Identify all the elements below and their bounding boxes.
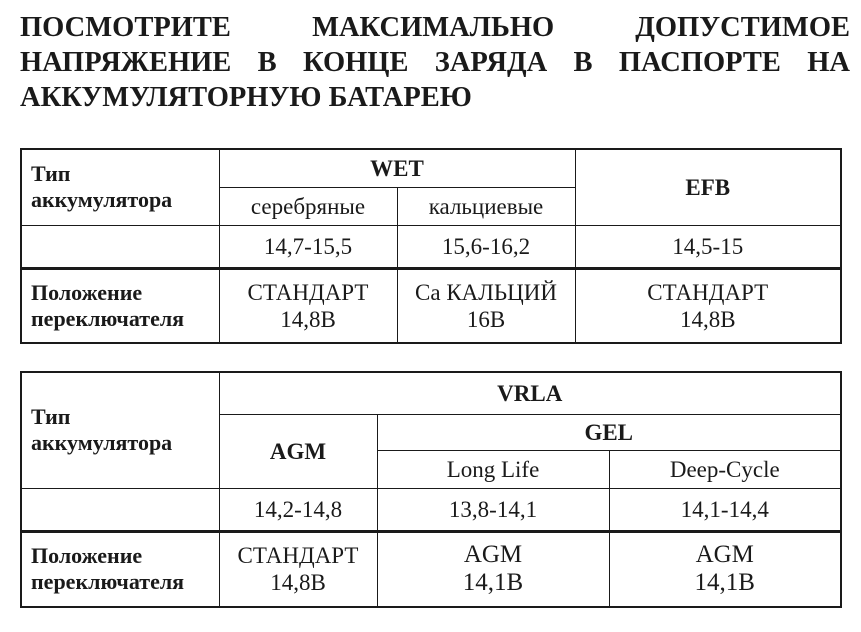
switch-deep-cycle-mode: AGM xyxy=(695,541,754,569)
voltage-deep-cycle: 14,1-14,4 xyxy=(609,488,841,531)
group-gel-header: GEL xyxy=(377,414,841,450)
switch-label-cell-2 xyxy=(21,531,219,607)
group-wet-header: WET xyxy=(219,149,575,187)
switch-long-life-mode: AGM xyxy=(463,541,523,569)
switch-silver-mode: СТАНДАРТ xyxy=(247,279,369,305)
switch-deep-cycle-value: 14,1В xyxy=(694,569,755,597)
vrla-table xyxy=(20,371,842,608)
heading-line-3: АККУМУЛЯТОРНУЮ БАТАРЕЮ xyxy=(20,82,472,113)
wet-efb-table xyxy=(20,148,842,344)
page-heading xyxy=(20,10,850,115)
switch-label-cell xyxy=(21,268,219,343)
voltage-efb: 14,5-15 xyxy=(575,225,841,268)
sub-long-life-header: Long Life xyxy=(377,450,609,488)
voltage-long-life: 13,8-14,1 xyxy=(377,488,609,531)
switch-deep-cycle-cell xyxy=(609,531,841,607)
voltage-calcium: 15,6-16,2 xyxy=(397,225,575,268)
sub-calcium-header: кальциевые xyxy=(397,187,575,225)
type-label-line-2: аккумулятора xyxy=(31,187,173,213)
voltage-agm: 14,2-14,8 xyxy=(219,488,377,531)
type-label-2-line-1: Тип xyxy=(31,404,71,430)
switch-label-2-line-1: Положение xyxy=(31,543,143,569)
switch-long-life-value: 14,1В xyxy=(462,569,524,597)
switch-label-line-2: переключателя xyxy=(31,305,185,331)
group-efb-header: EFB xyxy=(575,149,841,225)
switch-long-life-cell xyxy=(377,531,609,607)
switch-agm-value: 14,8В xyxy=(270,570,326,596)
switch-agm-cell xyxy=(219,531,377,607)
group-vrla-header: VRLA xyxy=(219,372,841,414)
switch-label-line-1: Положение xyxy=(31,279,143,305)
type-label-cell-2 xyxy=(21,372,219,488)
heading-line-1: ПОСМОТРИТЕ МАКСИМАЛЬНО ДОПУСТИМОЕ xyxy=(20,12,850,43)
switch-silver-value: 14,8В xyxy=(280,306,336,332)
switch-calcium-mode: Ca КАЛЬЦИЙ xyxy=(415,279,557,305)
voltage-label-empty-2 xyxy=(21,488,219,531)
type-label-2-line-2: аккумулятора xyxy=(31,430,173,456)
switch-efb-cell xyxy=(575,268,841,343)
type-label-line-1: Тип xyxy=(31,161,71,187)
sub-deep-cycle-header: Deep-Cycle xyxy=(609,450,841,488)
voltage-label-empty xyxy=(21,225,219,268)
switch-label-2-line-2: переключателя xyxy=(31,569,185,595)
voltage-silver: 14,7-15,5 xyxy=(219,225,397,268)
group-agm-header: AGM xyxy=(219,414,377,488)
switch-efb-value: 14,8В xyxy=(679,306,736,332)
switch-calcium-cell xyxy=(397,268,575,343)
heading-line-2: НАПРЯЖЕНИЕ В КОНЦЕ ЗАРЯДА В ПАСПОРТЕ НА xyxy=(20,47,850,78)
switch-agm-mode: СТАНДАРТ xyxy=(237,543,359,569)
sub-silver-header: серебряные xyxy=(219,187,397,225)
switch-calcium-value: 16В xyxy=(466,306,506,332)
type-label-cell xyxy=(21,149,219,225)
switch-silver-cell xyxy=(219,268,397,343)
switch-efb-mode: СТАНДАРТ xyxy=(647,279,769,305)
